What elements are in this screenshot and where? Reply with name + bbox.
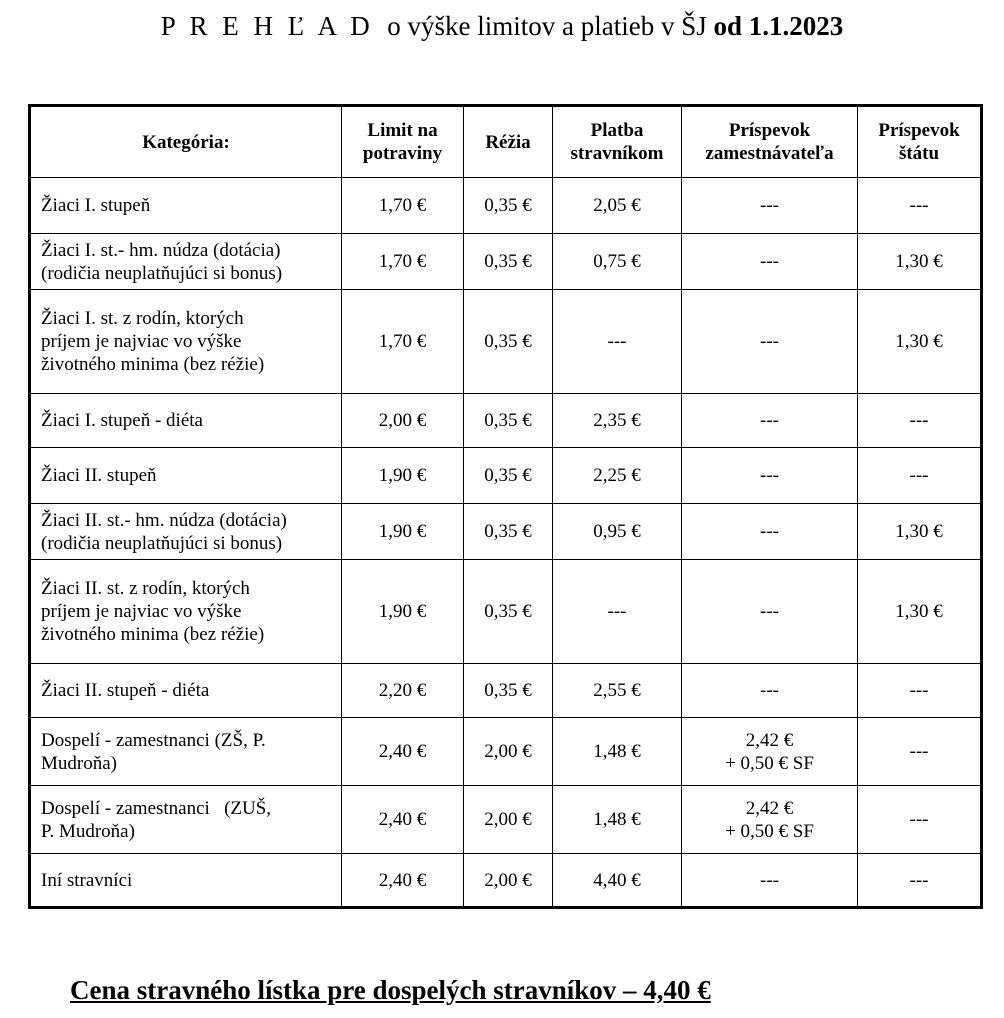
title-spaced: P R E H Ľ A D [160, 11, 374, 41]
platba-cell: 1,48 € [553, 718, 682, 786]
header-rezia [464, 106, 553, 178]
zamestnavatel-cell [682, 664, 858, 718]
table-body [30, 178, 982, 908]
platba-cell: 1,48 € [553, 786, 682, 854]
zamestnavatel-cell [682, 178, 858, 234]
zamestnavatel-cell [682, 234, 858, 290]
category-cell [30, 718, 342, 786]
category-line: (rodičia neuplatňujúci si bonus) [41, 532, 283, 554]
stat-cell: 1,30 € [858, 560, 982, 664]
table-row [30, 664, 982, 718]
title-middle: o výške limitov a platieb v ŠJ [387, 11, 707, 41]
platba-cell: 2,35 € [553, 394, 682, 448]
platba-cell: --- [553, 560, 682, 664]
header-line: Platba [590, 120, 644, 141]
rezia-cell: 0,35 € [464, 234, 553, 290]
zamestnavatel-line: --- [760, 521, 779, 542]
rezia-cell: 2,00 € [464, 854, 553, 908]
stat-cell: --- [858, 664, 982, 718]
zamestnavatel-cell [682, 504, 858, 560]
zamestnavatel-line: --- [760, 331, 779, 352]
zamestnavatel-line: --- [760, 465, 779, 486]
rezia-cell: 2,00 € [464, 786, 553, 854]
category-cell [30, 234, 342, 290]
limit-cell: 2,40 € [342, 854, 464, 908]
header-line: Réžia [485, 131, 531, 153]
table-row [30, 448, 982, 504]
category-cell [30, 178, 342, 234]
header-platba [553, 106, 682, 178]
header-line: Kategória: [142, 131, 230, 153]
platba-cell: --- [553, 290, 682, 394]
rezia-cell: 0,35 € [464, 504, 553, 560]
table-row [30, 290, 982, 394]
category-cell [30, 786, 342, 854]
zamestnavatel-line: + 0,50 € SF [725, 752, 814, 774]
header-line: štátu [898, 143, 940, 164]
zamestnavatel-cell [682, 854, 858, 908]
category-line: Žiaci II. st. z rodín, ktorých [41, 578, 250, 599]
category-cell [30, 664, 342, 718]
header-line: Príspevok [728, 120, 811, 141]
category-cell [30, 290, 342, 394]
rezia-cell: 0,35 € [464, 448, 553, 504]
table-header-row [30, 106, 982, 178]
zamestnavatel-line: --- [760, 410, 779, 431]
platba-cell: 0,95 € [553, 504, 682, 560]
stat-cell: 1,30 € [858, 234, 982, 290]
zamestnavatel-cell [682, 448, 858, 504]
rezia-cell: 2,00 € [464, 718, 553, 786]
zamestnavatel-cell [682, 718, 858, 786]
title-date: od 1.1.2023 [713, 11, 844, 41]
stat-cell: 1,30 € [858, 504, 982, 560]
category-line: Žiaci II. st.- hm. núdza (dotácia) [41, 509, 287, 531]
limit-cell: 1,70 € [342, 178, 464, 234]
category-line: príjem je najviac vo výške [41, 601, 242, 622]
category-line: P. Mudroňa) [41, 820, 135, 842]
header-line: Príspevok [878, 120, 960, 141]
zamestnavatel-cell [682, 786, 858, 854]
category-cell [30, 854, 342, 908]
stat-cell: --- [858, 394, 982, 448]
limit-cell: 2,40 € [342, 718, 464, 786]
header-prispevok-statu [858, 106, 982, 178]
category-line: (rodičia neuplatňujúci si bonus) [41, 262, 283, 284]
limit-cell: 1,90 € [342, 504, 464, 560]
category-cell [30, 560, 342, 664]
category-line: Žiaci I. stupeň - diéta [41, 410, 203, 431]
limit-cell: 1,70 € [342, 290, 464, 394]
zamestnavatel-line: 2,42 € [745, 797, 794, 819]
table-row [30, 178, 982, 234]
platba-cell: 2,25 € [553, 448, 682, 504]
zamestnavatel-cell [682, 394, 858, 448]
zamestnavatel-line: --- [760, 680, 779, 701]
table-row [30, 504, 982, 560]
category-line: životného minima (bez réžie) [41, 624, 265, 645]
category-line: Žiaci I. st. z rodín, ktorých [41, 308, 244, 329]
rezia-cell: 0,35 € [464, 394, 553, 448]
zamestnavatel-cell [682, 290, 858, 394]
category-line: Žiaci II. stupeň [41, 465, 157, 486]
ticket-price-note: Cena stravného lístka pre dospelých stravníkov – 4,40 € [70, 975, 711, 1005]
header-line: potraviny [362, 143, 443, 164]
category-line: príjem je najviac vo výške [41, 331, 242, 352]
table-row [30, 394, 982, 448]
stat-cell: --- [858, 786, 982, 854]
stat-cell: --- [858, 718, 982, 786]
category-cell [30, 394, 342, 448]
zamestnavatel-line: --- [760, 601, 779, 622]
platba-cell: 0,75 € [553, 234, 682, 290]
category-cell [30, 504, 342, 560]
table-row [30, 786, 982, 854]
platba-cell: 2,55 € [553, 664, 682, 718]
category-line: Dospelí - zamestnanci (ZŠ, P. [41, 729, 266, 751]
stat-cell: --- [858, 448, 982, 504]
platba-cell: 4,40 € [553, 854, 682, 908]
zamestnavatel-line: + 0,50 € SF [725, 820, 814, 842]
category-cell [30, 448, 342, 504]
zamestnavatel-line: --- [760, 869, 779, 891]
limit-cell: 1,70 € [342, 234, 464, 290]
category-line: Žiaci I. stupeň [41, 195, 151, 216]
platba-cell: 2,05 € [553, 178, 682, 234]
zamestnavatel-line: 2,42 € [745, 729, 794, 751]
header-limit [342, 106, 464, 178]
limit-cell: 2,20 € [342, 664, 464, 718]
limit-cell: 1,90 € [342, 560, 464, 664]
category-line: Žiaci I. st.- hm. núdza (dotácia) [41, 239, 281, 261]
zamestnavatel-line: --- [760, 195, 779, 216]
category-line: Žiaci II. stupeň - diéta [41, 680, 210, 701]
rezia-cell: 0,35 € [464, 664, 553, 718]
limit-cell: 2,40 € [342, 786, 464, 854]
header-line: zamestnávateľa [705, 143, 834, 164]
zamestnavatel-cell [682, 560, 858, 664]
stat-cell: 1,30 € [858, 290, 982, 394]
rezia-cell: 0,35 € [464, 560, 553, 664]
category-line: životného minima (bez réžie) [41, 354, 265, 375]
table-row [30, 234, 982, 290]
table-row [30, 560, 982, 664]
header-line: Limit na [367, 120, 438, 141]
stat-cell: --- [858, 854, 982, 908]
header-prispevok-zamestnavatela [682, 106, 858, 178]
document-title [0, 8, 1004, 44]
limit-cell: 1,90 € [342, 448, 464, 504]
limit-cell: 2,00 € [342, 394, 464, 448]
table-row [30, 718, 982, 786]
limits-table [28, 104, 983, 909]
category-line: Mudroňa) [41, 752, 117, 774]
header-line: stravníkom [570, 143, 664, 164]
rezia-cell: 0,35 € [464, 178, 553, 234]
rezia-cell: 0,35 € [464, 290, 553, 394]
stat-cell: --- [858, 178, 982, 234]
header-category [30, 106, 342, 178]
zamestnavatel-line: --- [760, 251, 779, 272]
category-line: Dospelí - zamestnanci (ZUŠ, [41, 797, 272, 819]
category-line: Iní stravníci [41, 869, 133, 891]
table-row [30, 854, 982, 908]
